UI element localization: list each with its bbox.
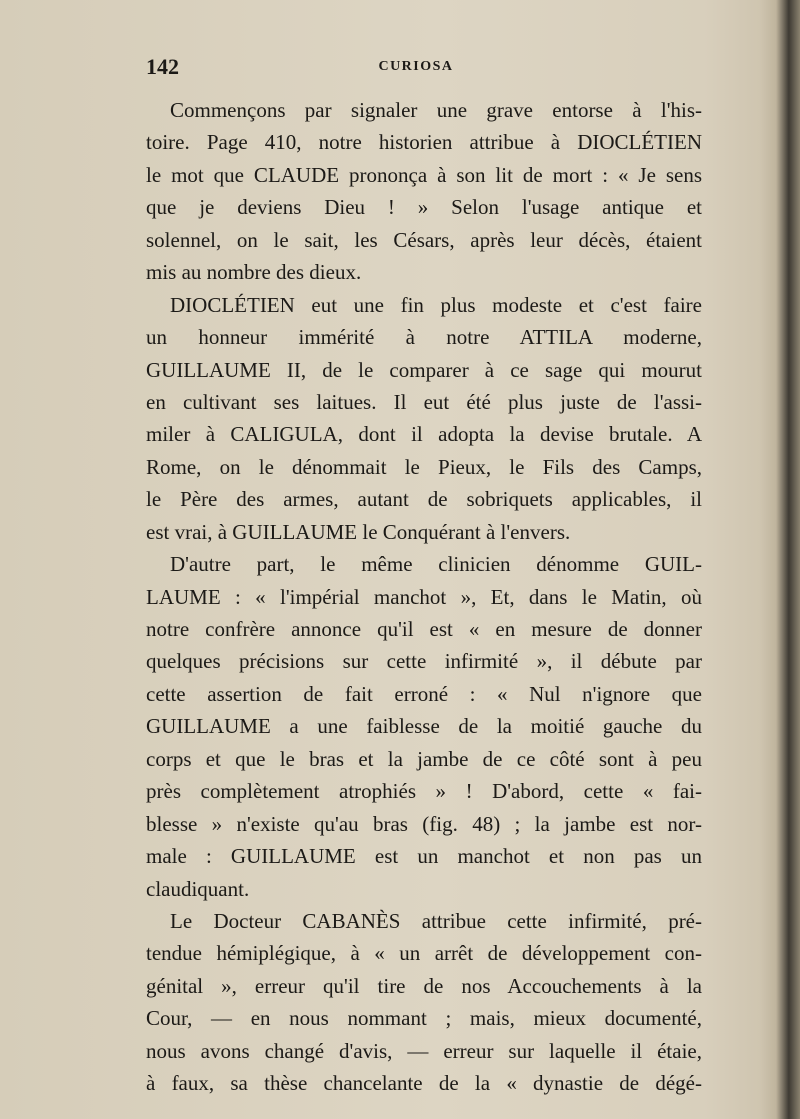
text-line: mis au nombre des dieux. (146, 260, 362, 285)
text-line: DIOCLÉTIEN eut une fin plus modeste et c'est faire (170, 292, 702, 317)
text-line: GUILLAUME a une faiblesse de la moitié gauche du (146, 714, 702, 739)
text-line: près complètement atrophiés » ! D'abord, cette « fai- (146, 779, 702, 804)
text-line: Commençons par signaler une grave entorse à l'his- (170, 98, 702, 122)
text-line: Le Docteur CABANÈS attribue cette infirmité, pré- (170, 908, 702, 933)
text-line: notre confrère annonce qu'il est « en mesure de donner (146, 617, 702, 641)
text-line: GUILLAUME II, de le comparer à ce sage qui mourut (146, 357, 702, 382)
text-line: que je deviens Dieu ! » Selon l'usage antique et (146, 195, 702, 220)
body-text (146, 94, 702, 1100)
running-head (146, 54, 686, 84)
text-line: toire. Page 410, notre historien attribue à DIOCLÉTIEN (146, 130, 702, 155)
text-line: le mot que CLAUDE prononça à son lit de mort : « Je sens (146, 162, 702, 187)
text-line: Rome, on le dénommait le Pieux, le Fils des Camps, (146, 454, 702, 479)
running-title: CURIOSA (378, 59, 454, 74)
text-line: quelques précisions sur cette infirmité », il débute par (146, 649, 702, 674)
text-line: male : GUILLAUME est un manchot et non pas un (146, 844, 702, 869)
text-line: le Père des armes, autant de sobriquets applicables, il (146, 487, 702, 512)
text-line: claudiquant. (146, 876, 250, 901)
text-line: solennel, on le sait, les Césars, après leur décès, étaient (146, 227, 702, 252)
text-line: tendue hémiplégique, à « un arrêt de développement con- (146, 941, 702, 966)
text-line: est vrai, à GUILLAUME le Conquérant à l'envers. (146, 519, 571, 544)
text-line: corps et que le bras et la jambe de ce côté sont à peu (146, 746, 702, 771)
text-line: Cour, — en nous nommant ; mais, mieux documenté, (146, 1006, 702, 1031)
text-line: un honneur immérité à notre ATTILA moderne, (146, 325, 702, 350)
text-line: miler à CALIGULA, dont il adopta la devise brutale. A (146, 422, 702, 447)
text-line: blesse » n'existe qu'au bras (fig. 48) ; la jambe est nor- (146, 811, 702, 836)
text-line: LAUME : « l'impérial manchot », Et, dans le Matin, où (146, 584, 702, 609)
text-line: à faux, sa thèse chancelante de la « dynastie de dégé- (146, 1071, 702, 1096)
text-line: nous avons changé d'avis, — erreur sur laquelle il étaie, (146, 1038, 702, 1063)
text-line: en cultivant ses laitues. Il eut été plus juste de l'assi- (146, 389, 702, 414)
page-number: 142 (146, 54, 179, 79)
text-line: cette assertion de fait erroné : « Nul n'ignore que (146, 681, 702, 706)
text-line: génital », erreur qu'il tire de nos Accouchements à la (146, 973, 702, 998)
text-line: D'autre part, le même clinicien dénomme GUIL- (170, 552, 702, 577)
